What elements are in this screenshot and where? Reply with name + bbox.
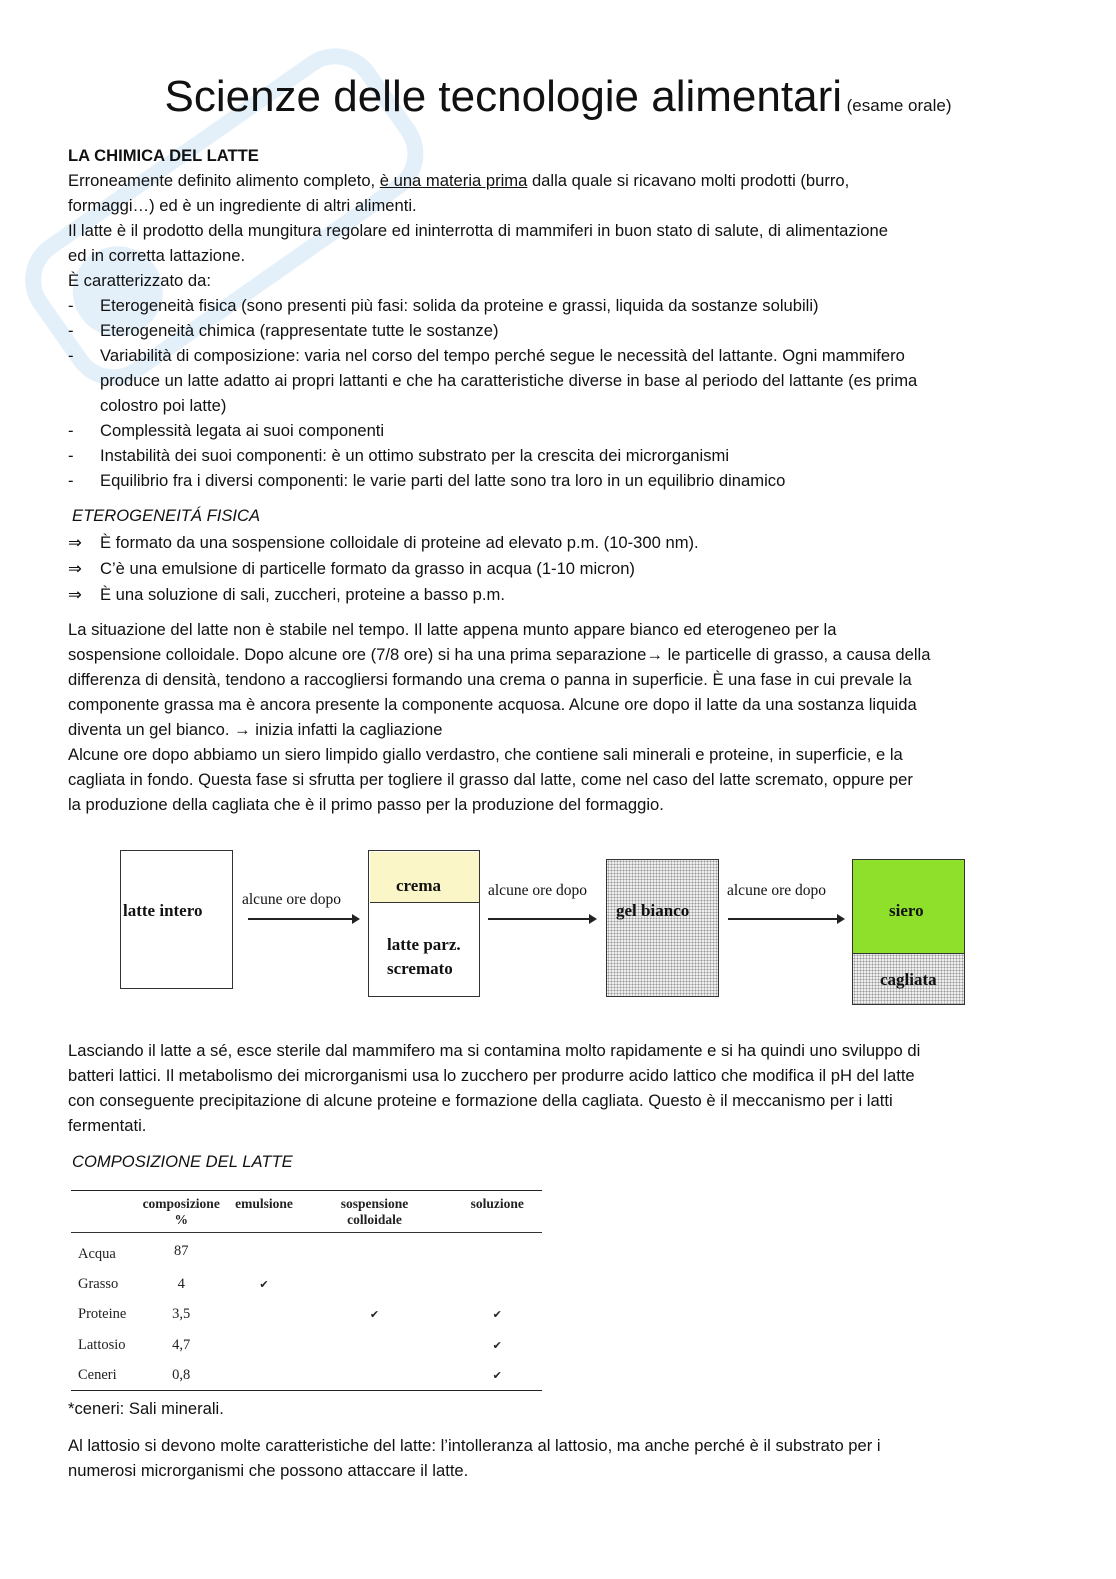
text-line: differenza di densità, tendono a raccogliersi formando una crema o panna in superficie. È una fase in cui prevale la <box>68 670 912 689</box>
cell-sospensione <box>297 1360 453 1391</box>
item-text: C’è una emulsione di particelle formato da grasso in acqua (1-10 micron) <box>100 559 635 578</box>
text: Erroneamente definito alimento completo, <box>68 171 380 190</box>
bullet-dash: - <box>68 321 74 340</box>
cell-soluzione <box>452 1269 542 1299</box>
cell-emulsione <box>232 1330 297 1360</box>
cell-sospensione <box>297 1233 453 1270</box>
bullet-item <box>68 468 917 493</box>
bullet-wrap <box>68 343 917 418</box>
double-arrow-icon: ⇒ <box>68 585 82 604</box>
cell-soluzione <box>452 1360 542 1391</box>
section-heading: ETEROGENEITÁ FISICA <box>72 506 261 525</box>
bullet-item <box>68 293 917 318</box>
arrow-icon <box>488 918 595 920</box>
cell-sospensione <box>297 1330 453 1360</box>
text-line: con conseguente precipitazione di alcune proteine e formazione della cagliata. Questo è il meccanismo per i latti <box>68 1091 893 1110</box>
text-line: Eterogeneità chimica (rappresentate tutte le sostanze) <box>100 321 499 340</box>
row-percent: 3,5 <box>172 1306 191 1323</box>
section-eterogeneita <box>68 503 930 817</box>
arrow-item <box>68 530 930 556</box>
row-percent: 4,7 <box>172 1336 191 1353</box>
label-crema: crema <box>396 876 441 895</box>
text-line: componente grassa ma è ancora presente la componente acquosa. Alcune ore dopo il latte da una sostanza liquida <box>68 695 917 714</box>
table-row <box>71 1330 542 1360</box>
table-row <box>71 1269 542 1299</box>
text-line: La situazione del latte non è stabile nel tempo. Il latte appena munto appare bianco ed eterogeneo per la <box>68 620 837 639</box>
arrow-icon <box>728 918 843 920</box>
row-name: Ceneri <box>78 1366 117 1383</box>
text-line: diventa un gel bianco. → inizia infatti la cagliazione <box>68 720 443 739</box>
item-text: È una soluzione di sali, zuccheri, proteine a basso p.m. <box>100 585 505 604</box>
column-header: soluzione <box>452 1191 542 1233</box>
footnote: *ceneri: Sali minerali. <box>68 1399 224 1418</box>
text-line: cagliata in fondo. Questa fase si sfrutta per togliere il grasso dal latte, come nel caso del latte scremato, oppure per <box>68 770 913 789</box>
cell-emulsione <box>232 1233 297 1270</box>
text-line: Variabilità di composizione: varia nel corso del tempo perché segue le necessità del lattante. Ogni mammifero <box>100 346 905 365</box>
text-line: batteri lattici. Il metabolismo dei microrganismi usa lo zucchero per produrre acido lattico che modifica il pH del latte <box>68 1066 915 1085</box>
text-line: Alcune ore dopo abbiamo un siero limpido giallo verdastro, che contiene sali minerali e proteine, in superficie, e la <box>68 745 903 764</box>
cell-emulsione <box>232 1269 297 1299</box>
text-line: Eterogeneità fisica (sono presenti più fasi: solida da proteine e grassi, liquida da sostanze solubili) <box>100 296 819 315</box>
arrow-icon <box>248 918 358 920</box>
arrow-item <box>68 556 930 582</box>
bullet-wrap <box>68 293 917 318</box>
row-name: Grasso <box>78 1275 119 1292</box>
check-icon: ✔ <box>369 1309 380 1322</box>
cell-emulsione <box>232 1300 297 1330</box>
text-line: Complessità legata ai suoi componenti <box>100 421 385 440</box>
bullet-dash: - <box>68 346 74 365</box>
underlined-text: è una materia prima <box>379 171 528 190</box>
row-name: Acqua <box>78 1245 116 1262</box>
table-row <box>71 1360 542 1391</box>
text-line: fermentati. <box>68 1116 147 1135</box>
title-suffix: (esame orale) <box>846 96 952 115</box>
final-paragraph <box>68 1433 881 1483</box>
arrow-item <box>68 582 930 608</box>
column-header: sospensione colloidale <box>297 1191 453 1233</box>
table-row <box>71 1300 542 1330</box>
bullet-wrap <box>68 443 917 468</box>
label-gel-bianco: gel bianco <box>616 901 690 920</box>
label-latte-intero: latte intero <box>123 901 203 920</box>
text-line: ed in corretta lattazione. <box>68 246 246 265</box>
bullet-item <box>68 418 917 443</box>
check-icon: ✔ <box>259 1278 269 1291</box>
title-main: Scienze delle tecnologie alimentari <box>164 72 842 121</box>
text-line: Equilibrio fra i diversi componenti: le varie parti del latte sono tra loro in un equilibrio dinamico <box>100 471 786 490</box>
box-gel-bianco <box>606 859 719 997</box>
label-latte-parz: latte parz. <box>387 935 461 954</box>
arrow-label: alcune ore dopo <box>727 882 826 899</box>
row-name: Proteine <box>78 1306 127 1323</box>
text-line: la produzione della cagliata che è il primo passo per la produzione del formaggio. <box>68 795 664 814</box>
text-line: numerosi microrganismi che possono attaccare il latte. <box>68 1461 469 1480</box>
section-contaminazione <box>68 1038 920 1174</box>
row-percent: 87 <box>173 1242 189 1259</box>
bullet-dash: - <box>68 296 74 315</box>
cell-soluzione <box>452 1233 542 1270</box>
check-icon: ✔ <box>492 1369 502 1382</box>
composition-table <box>71 1190 542 1391</box>
text-line: Lasciando il latte a sé, esce sterile dal mammifero ma si contamina molto rapidamente e si ha quindi uno sviluppo di <box>68 1041 921 1060</box>
arrow-label: alcune ore dopo <box>242 891 341 908</box>
column-header: emulsione <box>232 1191 297 1233</box>
check-icon: ✔ <box>492 1339 502 1352</box>
text-line <box>68 168 917 193</box>
section-heading: LA CHIMICA DEL LATTE <box>68 146 259 165</box>
cell-sospensione <box>297 1300 453 1330</box>
double-arrow-icon: ⇒ <box>68 533 82 552</box>
text-line: sospensione colloidale. Dopo alcune ore (7/8 ore) si ha una prima separazione→ le particelle di grasso, a causa della <box>68 645 931 664</box>
table-row <box>71 1233 542 1270</box>
cell-sospensione <box>297 1269 453 1299</box>
text-line: Il latte è il prodotto della mungitura regolare ed ininterrotta di mammiferi in buon stato di salute, di alimentazione <box>68 221 888 240</box>
text-line: formaggi…) ed è un ingrediente di altri alimenti. <box>68 196 417 215</box>
arrow-label: alcune ore dopo <box>488 882 587 899</box>
bullet-item <box>68 443 917 468</box>
column-header <box>71 1191 131 1233</box>
cell-soluzione <box>452 1330 542 1360</box>
row-percent: 4 <box>177 1275 185 1292</box>
text-line: colostro poi latte) <box>100 396 227 415</box>
cell-emulsione <box>232 1360 297 1391</box>
text-line: È caratterizzato da: <box>68 271 211 290</box>
text-line: Al lattosio si devono molte caratteristiche del latte: l’intolleranza al lattosio, ma anche perché è il substrato per i <box>68 1436 881 1455</box>
column-header: composizione % <box>131 1191 232 1233</box>
text-line: produce un latte adatto ai propri lattanti e che ha caratteristiche diverse in base al periodo del lattante (es prima <box>100 371 918 390</box>
label-cagliata: cagliata <box>880 970 937 989</box>
double-arrow-icon: ⇒ <box>68 559 82 578</box>
section-heading: COMPOSIZIONE DEL LATTE <box>72 1152 293 1171</box>
check-icon: ✔ <box>492 1309 502 1322</box>
text: dalla quale si ricavano molti prodotti (burro, <box>527 171 850 190</box>
row-percent: 0,8 <box>172 1366 191 1383</box>
section-chimica <box>68 143 917 493</box>
cell-soluzione <box>452 1300 542 1330</box>
text-line: Instabilità dei suoi componenti: è un ottimo substrato per la crescita dei microrganismi <box>100 446 730 465</box>
bullet-dash: - <box>68 421 74 440</box>
bullet-dash: - <box>68 446 74 465</box>
bullet-wrap <box>68 318 917 343</box>
bullet-item <box>68 318 917 343</box>
row-name: Lattosio <box>78 1336 126 1353</box>
bullet-wrap <box>68 418 917 443</box>
bullet-item <box>68 343 917 418</box>
bullet-wrap <box>68 468 917 493</box>
bullet-dash: - <box>68 471 74 490</box>
label-scremato: scremato <box>387 959 453 978</box>
label-siero: siero <box>889 901 924 920</box>
item-text: È formato da una sospensione colloidale di proteine ad elevato p.m. (10-300 nm). <box>100 533 699 552</box>
page-title <box>0 72 1116 122</box>
